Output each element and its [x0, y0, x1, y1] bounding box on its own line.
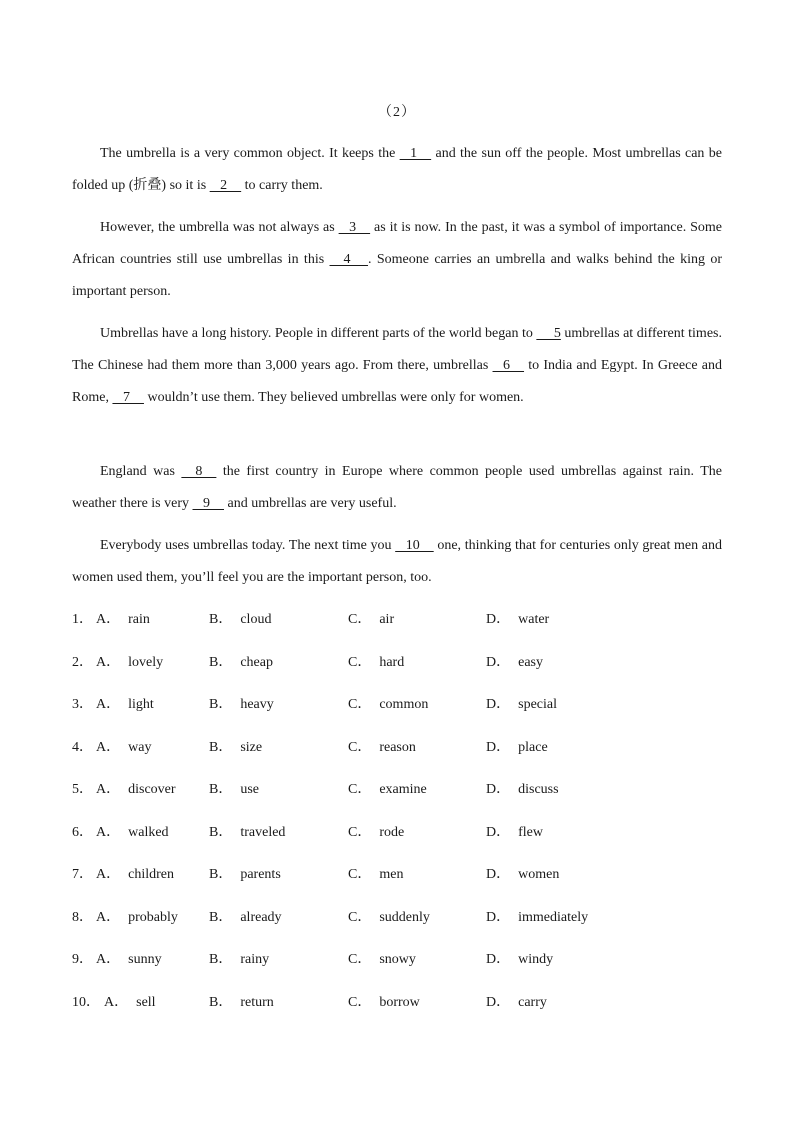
option-letter: A．: [96, 824, 121, 840]
option-letter: A．: [96, 697, 121, 712]
paragraph-2: [72, 212, 722, 307]
option-letter: B．: [209, 867, 233, 882]
option-text: sell: [136, 994, 156, 1010]
blank-9[interactable]: 9: [192, 495, 224, 511]
question-number: 8．: [72, 909, 93, 925]
option-text: heavy: [240, 697, 274, 712]
option-letter: B．: [209, 782, 233, 797]
question-number: 5．: [72, 782, 93, 797]
option-c[interactable]: [348, 820, 404, 846]
option-letter: A．: [96, 782, 121, 797]
option-letter: B．: [209, 739, 233, 755]
option-letter: A．: [96, 612, 121, 627]
option-text: probably: [128, 909, 178, 925]
paragraph-text: to India and Egypt. In Greece and Rome,: [72, 357, 722, 405]
blank-6[interactable]: 6: [492, 357, 525, 373]
option-a[interactable]: [96, 607, 150, 633]
question-row: [72, 990, 722, 1033]
option-d[interactable]: [486, 777, 559, 803]
option-letter: A．: [96, 952, 121, 967]
option-c[interactable]: [348, 735, 416, 761]
option-b[interactable]: [209, 735, 262, 761]
option-text: flew: [518, 824, 544, 840]
paragraph-text: The umbrella is a very common object. It keeps the: [100, 146, 400, 161]
option-text: women: [518, 867, 560, 882]
option-text: immediately: [518, 909, 589, 925]
option-text: return: [240, 994, 274, 1010]
option-letter: D．: [486, 612, 511, 627]
option-b[interactable]: [209, 692, 274, 718]
option-d[interactable]: [486, 607, 549, 633]
option-text: way: [128, 739, 152, 755]
blank-7[interactable]: 7: [112, 389, 144, 405]
option-d[interactable]: [486, 735, 548, 761]
option-text: rain: [128, 612, 150, 627]
option-text: size: [240, 739, 263, 755]
option-a[interactable]: [96, 692, 154, 718]
option-letter: D．: [486, 952, 511, 967]
option-text: examine: [379, 782, 427, 797]
question-number: 4．: [72, 739, 93, 755]
paragraph-text: to carry them.: [241, 177, 323, 193]
question-number: 1．: [72, 612, 93, 627]
option-letter: A．: [96, 909, 121, 925]
option-a[interactable]: [96, 820, 169, 846]
paragraph-3: [72, 318, 722, 413]
paragraph-text: one, thinking that for centuries only great men and women used them, you’ll feel you are the important person, too.: [72, 538, 722, 585]
paragraph-text: . Someone carries an umbrella and walks behind the king or important person.: [72, 251, 723, 299]
option-text: walked: [128, 824, 169, 840]
section-title: （2）: [378, 105, 416, 120]
option-letter: C．: [348, 654, 372, 670]
question-row: [72, 607, 722, 650]
option-letter: C．: [348, 994, 372, 1010]
option-letter: D．: [486, 782, 511, 797]
option-c[interactable]: [348, 650, 404, 676]
paragraph-5: [72, 530, 722, 594]
option-letter: C．: [348, 824, 372, 840]
option-letter: C．: [348, 739, 372, 755]
option-text: sunny: [128, 952, 162, 967]
option-text: reason: [379, 739, 416, 755]
option-d[interactable]: [486, 990, 547, 1016]
option-letter: C．: [348, 612, 372, 627]
question-row: [72, 735, 722, 778]
option-text: water: [518, 612, 550, 627]
blank-3[interactable]: 3: [338, 220, 371, 235]
option-a[interactable]: [104, 990, 156, 1016]
option-letter: B．: [209, 952, 233, 967]
option-text: place: [518, 739, 548, 755]
blank-8[interactable]: 8: [181, 464, 217, 479]
option-letter: B．: [209, 994, 233, 1010]
option-b[interactable]: [209, 777, 259, 803]
option-letter: D．: [486, 824, 511, 840]
option-letter: B．: [209, 909, 233, 925]
answer-options: [72, 607, 722, 1032]
paragraph-4: [72, 456, 722, 520]
paragraph-text: as it is now. In the past, it was a symbol of importance. Some African countries still use umbrellas in this: [72, 220, 722, 267]
option-d[interactable]: [486, 692, 557, 718]
option-c[interactable]: [348, 777, 427, 803]
option-text: special: [518, 697, 557, 712]
paragraph-text: the first country in Europe where common people used umbrellas against rain. The weather there is very: [72, 464, 722, 511]
option-text: borrow: [379, 994, 420, 1010]
option-text: discover: [128, 782, 176, 797]
option-letter: A．: [96, 867, 121, 882]
option-text: rode: [379, 824, 405, 840]
option-a[interactable]: [96, 777, 176, 803]
question-row: [72, 777, 722, 820]
paragraph-text: and the sun off the people. Most umbrellas can be folded up (折叠) so it is: [72, 146, 722, 193]
option-b[interactable]: [209, 607, 271, 633]
option-b[interactable]: [209, 862, 281, 888]
question-row: [72, 905, 722, 948]
option-text: air: [379, 612, 395, 627]
blank-2[interactable]: 2: [209, 177, 242, 193]
option-c[interactable]: [348, 947, 416, 973]
option-d[interactable]: [486, 905, 588, 931]
paragraph-1: [72, 138, 722, 202]
option-text: men: [379, 867, 404, 882]
option-text: parents: [240, 867, 281, 882]
paragraph-text: Everybody uses umbrellas today. The next time you: [100, 538, 396, 553]
question-number: 7．: [72, 867, 93, 882]
option-b[interactable]: [209, 820, 285, 846]
option-c[interactable]: [348, 862, 403, 888]
option-letter: C．: [348, 909, 372, 925]
option-letter: A．: [104, 994, 129, 1010]
question-row: [72, 650, 722, 693]
option-letter: C．: [348, 867, 372, 882]
option-text: lovely: [128, 654, 164, 670]
paragraph-text: and umbrellas are very useful.: [224, 495, 397, 511]
question-number: 10．: [72, 994, 100, 1010]
paragraph-text: wouldn’t use them. They believed umbrellas were only for women.: [143, 389, 524, 405]
option-a[interactable]: [96, 650, 163, 676]
option-a[interactable]: [96, 905, 178, 931]
option-letter: D．: [486, 909, 511, 925]
option-text: light: [128, 697, 154, 712]
option-letter: D．: [486, 654, 511, 670]
paragraph-text: England was: [100, 464, 182, 479]
option-a[interactable]: [96, 862, 174, 888]
question-number: 9．: [72, 952, 93, 967]
option-letter: C．: [348, 952, 372, 967]
blank-5[interactable]: 5: [536, 326, 561, 341]
option-b[interactable]: [209, 650, 273, 676]
blank-1[interactable]: 1: [399, 146, 432, 161]
option-text: windy: [518, 952, 554, 967]
option-letter: D．: [486, 994, 511, 1010]
option-d[interactable]: [486, 947, 553, 973]
option-text: use: [240, 782, 260, 797]
option-text: rainy: [240, 952, 270, 967]
option-text: traveled: [240, 824, 286, 840]
blank-4[interactable]: 4: [329, 251, 369, 267]
option-text: already: [240, 909, 282, 925]
option-letter: D．: [486, 739, 511, 755]
paragraph-text: Umbrellas have a long history. People in different parts of the world began to: [100, 326, 537, 341]
option-letter: B．: [209, 612, 233, 627]
option-a[interactable]: [96, 947, 162, 973]
option-a[interactable]: [96, 735, 151, 761]
option-b[interactable]: [209, 905, 282, 931]
option-letter: B．: [209, 654, 233, 670]
option-letter: C．: [348, 697, 372, 712]
option-c[interactable]: [348, 692, 428, 718]
option-b[interactable]: [209, 947, 269, 973]
option-letter: C．: [348, 782, 372, 797]
option-text: cheap: [240, 654, 273, 670]
option-letter: A．: [96, 739, 121, 755]
option-c[interactable]: [348, 905, 430, 931]
option-c[interactable]: [348, 990, 420, 1016]
paragraph-text: However, the umbrella was not always as: [100, 220, 339, 235]
option-text: discuss: [518, 782, 559, 797]
blank-10[interactable]: 10: [395, 538, 434, 553]
option-text: children: [128, 867, 174, 882]
option-c[interactable]: [348, 607, 394, 633]
question-number: 6．: [72, 824, 93, 840]
option-text: carry: [518, 994, 547, 1010]
option-text: cloud: [240, 612, 272, 627]
option-letter: B．: [209, 697, 233, 712]
question-row: [72, 692, 722, 735]
paragraph-text: umbrellas at different times. The Chinese had them more than 3,000 years ago. From there, umbrellas: [72, 326, 722, 373]
option-d[interactable]: [486, 862, 559, 888]
question-row: [72, 947, 722, 990]
question-number: 3．: [72, 697, 93, 712]
option-letter: B．: [209, 824, 233, 840]
option-d[interactable]: [486, 650, 543, 676]
option-b[interactable]: [209, 990, 274, 1016]
question-number: 2．: [72, 654, 93, 670]
option-text: snowy: [379, 952, 416, 967]
option-letter: A．: [96, 654, 121, 670]
option-text: suddenly: [379, 909, 430, 925]
option-text: common: [379, 697, 429, 712]
question-row: [72, 820, 722, 863]
option-letter: D．: [486, 867, 511, 882]
option-text: hard: [379, 654, 405, 670]
option-text: easy: [518, 654, 544, 670]
option-d[interactable]: [486, 820, 543, 846]
question-row: [72, 862, 722, 905]
option-letter: D．: [486, 697, 511, 712]
